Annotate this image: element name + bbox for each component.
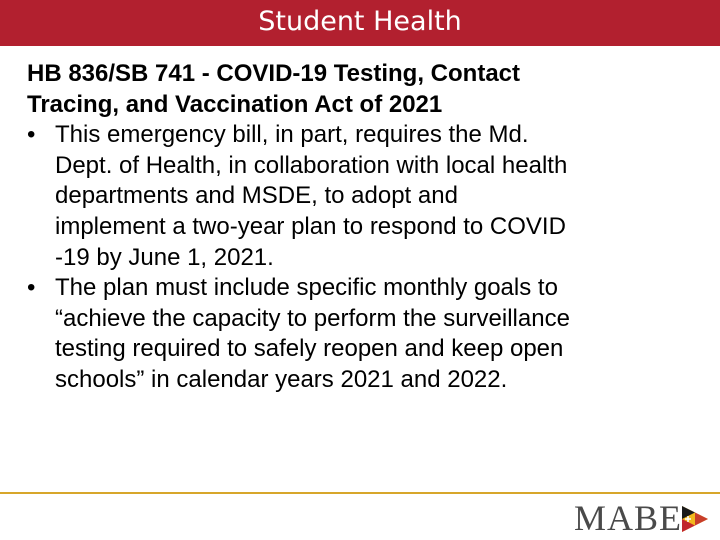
maryland-flag-icon [680,504,710,534]
bullet-marker: • [27,274,36,302]
bullet-line: This emergency bill, in part, requires the Md. [55,121,529,149]
bullet-line: schools” in calendar years 2021 and 2022. [55,365,508,393]
bullet-item [27,273,707,395]
bullet-line: departments and MSDE, to adopt and [55,182,458,210]
bullet-line: “achieve the capacity to perform the surveillance [55,304,570,332]
bullet-item [27,120,707,273]
slide-title: Student Health [258,5,462,37]
bullet-line: -19 by June 1, 2021. [55,243,274,271]
bullet-marker: • [27,121,36,149]
bullet-line: implement a two-year plan to respond to COVID [55,212,566,240]
bullet-line: The plan must include specific monthly goals to [55,274,558,302]
slide-content [27,59,707,396]
footer-divider [0,492,720,494]
bullet-line: testing required to safely reopen and keep open [55,335,564,363]
bill-heading-line: HB 836/SB 741 - COVID-19 Testing, Contact [27,60,521,87]
mabe-logo [574,498,714,538]
bullet-line: Dept. of Health, in collaboration with local health [55,151,568,179]
bill-heading-line: Tracing, and Vaccination Act of 2021 [27,90,443,118]
bill-heading [27,59,707,120]
bullet-text [55,120,707,273]
logo-wordmark: MABE [574,498,683,538]
title-bar [0,0,720,46]
bullet-text [55,273,707,395]
